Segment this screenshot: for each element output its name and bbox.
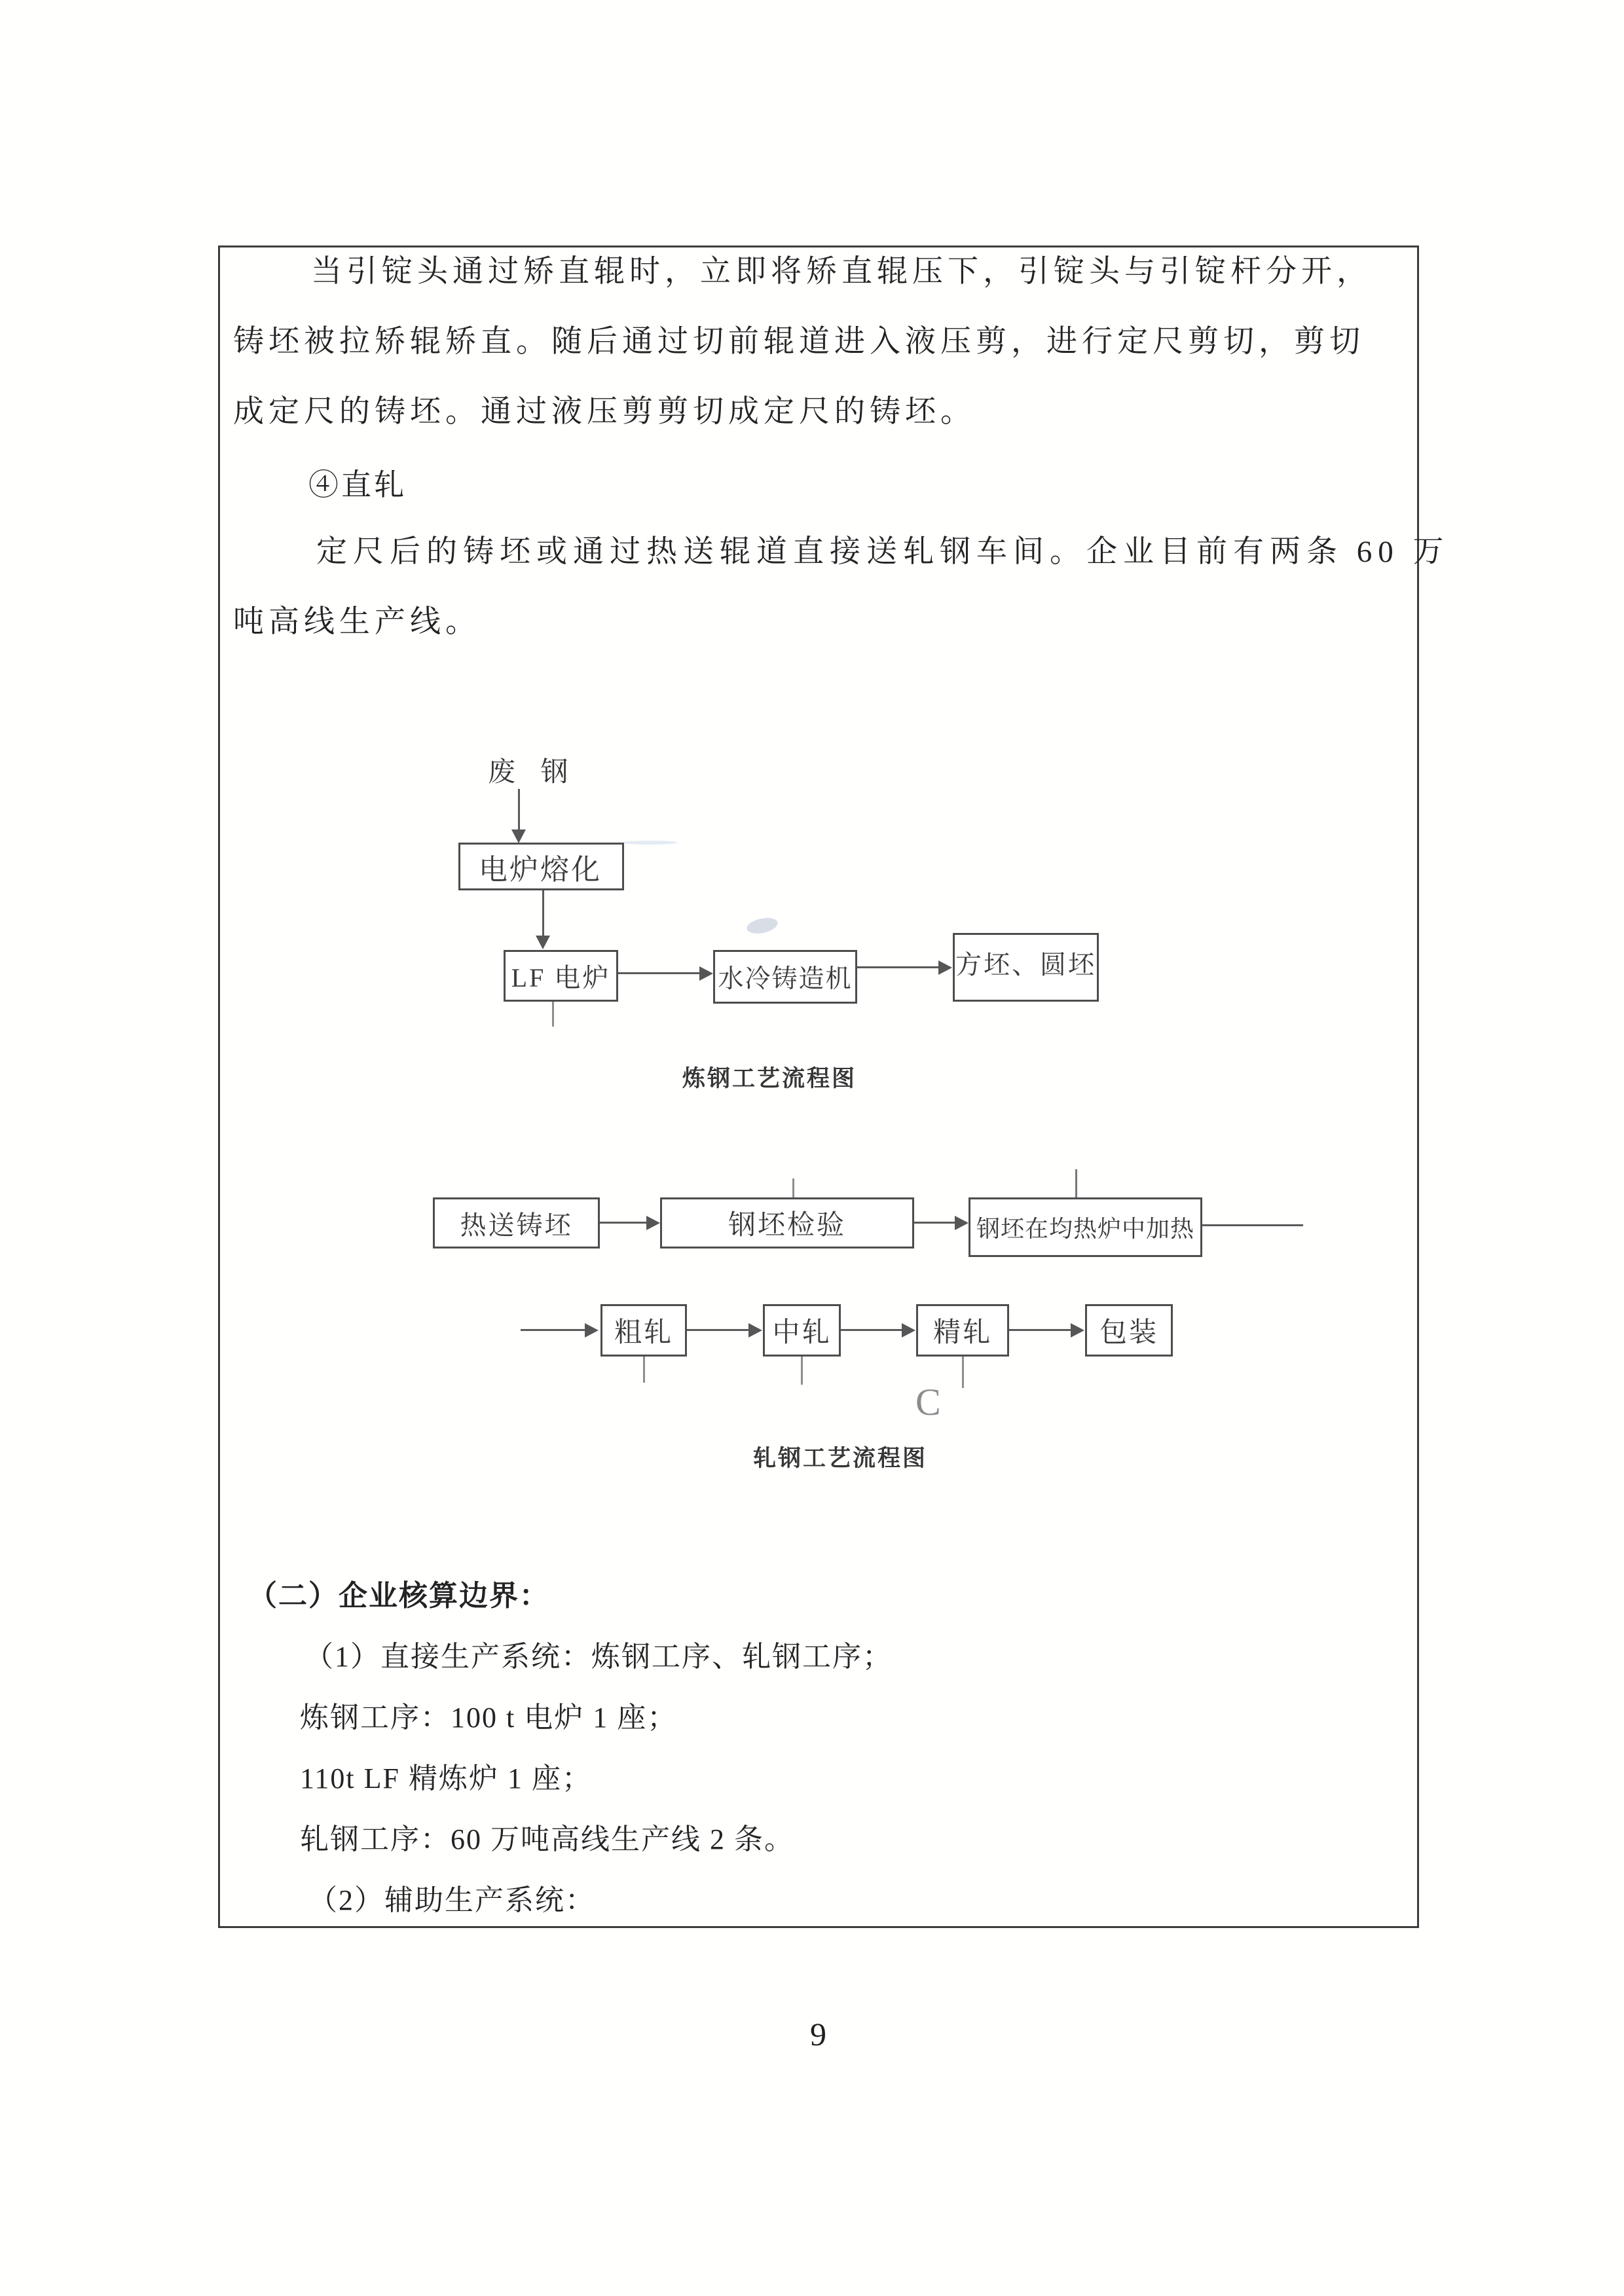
connector-line: [518, 789, 520, 831]
flow-box-soaking-furnace-heating: 钢坯在均热炉中加热: [969, 1197, 1202, 1257]
connector-line: [914, 1222, 955, 1224]
scan-tick-mark: [962, 1357, 964, 1388]
steelmaking-flow-caption: 炼钢工艺流程图: [682, 1066, 857, 1091]
direct-rolling-line-1: 定尺后的铸坯或通过热送辊道直接送轧钢车间。企业目前有两条 60 万: [316, 535, 1450, 569]
intro-line-1: 当引锭头通过矫直辊时，立即将矫直辊压下，引锭头与引锭杆分开，: [311, 255, 1372, 289]
scan-tick-mark: [1075, 1169, 1077, 1197]
boundary-line-auxiliary-systems: （2）辅助生产系统：: [308, 1884, 595, 1916]
flow-box-packing: 包装: [1085, 1304, 1173, 1357]
connector-line: [1202, 1224, 1303, 1226]
flow-box-electric-furnace-melting: 电炉熔化: [458, 843, 624, 890]
arrow-down-icon: [511, 829, 526, 843]
scan-tick-mark: [643, 1357, 645, 1383]
arrow-right-icon: [938, 960, 952, 975]
scrap-steel-label: 废 钢: [488, 757, 578, 788]
flow-box-hot-delivered-billet: 热送铸坯: [433, 1197, 600, 1248]
connector-line: [841, 1329, 902, 1331]
arrow-right-icon: [699, 966, 713, 981]
boundary-line-direct-systems: （1）直接生产系统：炼钢工序、轧钢工序；: [304, 1641, 893, 1673]
arrow-down-icon: [536, 936, 550, 949]
flow-box-intermediate-rolling: 中轧: [763, 1304, 841, 1357]
flow-box-finish-rolling: 精轧: [916, 1304, 1009, 1357]
section-heading-direct-rolling: ④直轧: [308, 468, 407, 501]
connector-line: [618, 972, 700, 974]
flow-box-water-cooled-caster: 水冷铸造机: [713, 950, 857, 1004]
connector-line: [542, 890, 544, 936]
boundary-line-lf-furnace: 110t LF 精炼炉 1 座；: [300, 1762, 592, 1795]
connector-line: [521, 1329, 585, 1331]
flow-box-rough-rolling: 粗轧: [600, 1304, 687, 1357]
intro-line-3: 成定尺的铸坯。通过液压剪剪切成定尺的铸坯。: [233, 395, 976, 429]
scan-tick-mark: [801, 1357, 803, 1385]
page-number: 9: [810, 2016, 826, 2052]
flow-box-billet-inspection: 钢坯检验: [660, 1197, 914, 1248]
arrow-right-icon: [748, 1323, 762, 1338]
connector-line: [857, 966, 939, 968]
flow-box-billets: 方坯、圆坯: [953, 933, 1099, 1002]
boundary-line-steelmaking: 炼钢工序：100 t 电炉 1 座；: [300, 1702, 678, 1734]
arrow-right-icon: [902, 1323, 915, 1338]
connector-line: [687, 1329, 749, 1331]
direct-rolling-line-2: 吨高线生产线。: [233, 605, 481, 639]
scan-tick-mark: [792, 1178, 794, 1197]
connector-line: [1009, 1329, 1071, 1331]
rolling-flow-caption: 轧钢工艺流程图: [752, 1446, 927, 1471]
scan-tick-mark: [552, 1002, 554, 1027]
boundary-heading: （二）企业核算边界：: [248, 1580, 549, 1612]
arrow-right-icon: [585, 1323, 599, 1338]
arrow-right-icon: [1071, 1323, 1084, 1338]
scan-smudge: [622, 841, 678, 845]
scan-c-mark: C: [915, 1381, 941, 1423]
intro-line-2: 铸坯被拉矫辊矫直。随后通过切前辊道进入液压剪，进行定尺剪切，剪切: [233, 325, 1365, 359]
boundary-line-rolling: 轧钢工序：60 万吨高线生产线 2 条。: [300, 1823, 794, 1855]
arrow-right-icon: [955, 1216, 969, 1230]
arrow-right-icon: [646, 1216, 660, 1230]
flow-box-lf-furnace: LF 电炉: [504, 950, 618, 1002]
connector-line: [600, 1222, 647, 1224]
